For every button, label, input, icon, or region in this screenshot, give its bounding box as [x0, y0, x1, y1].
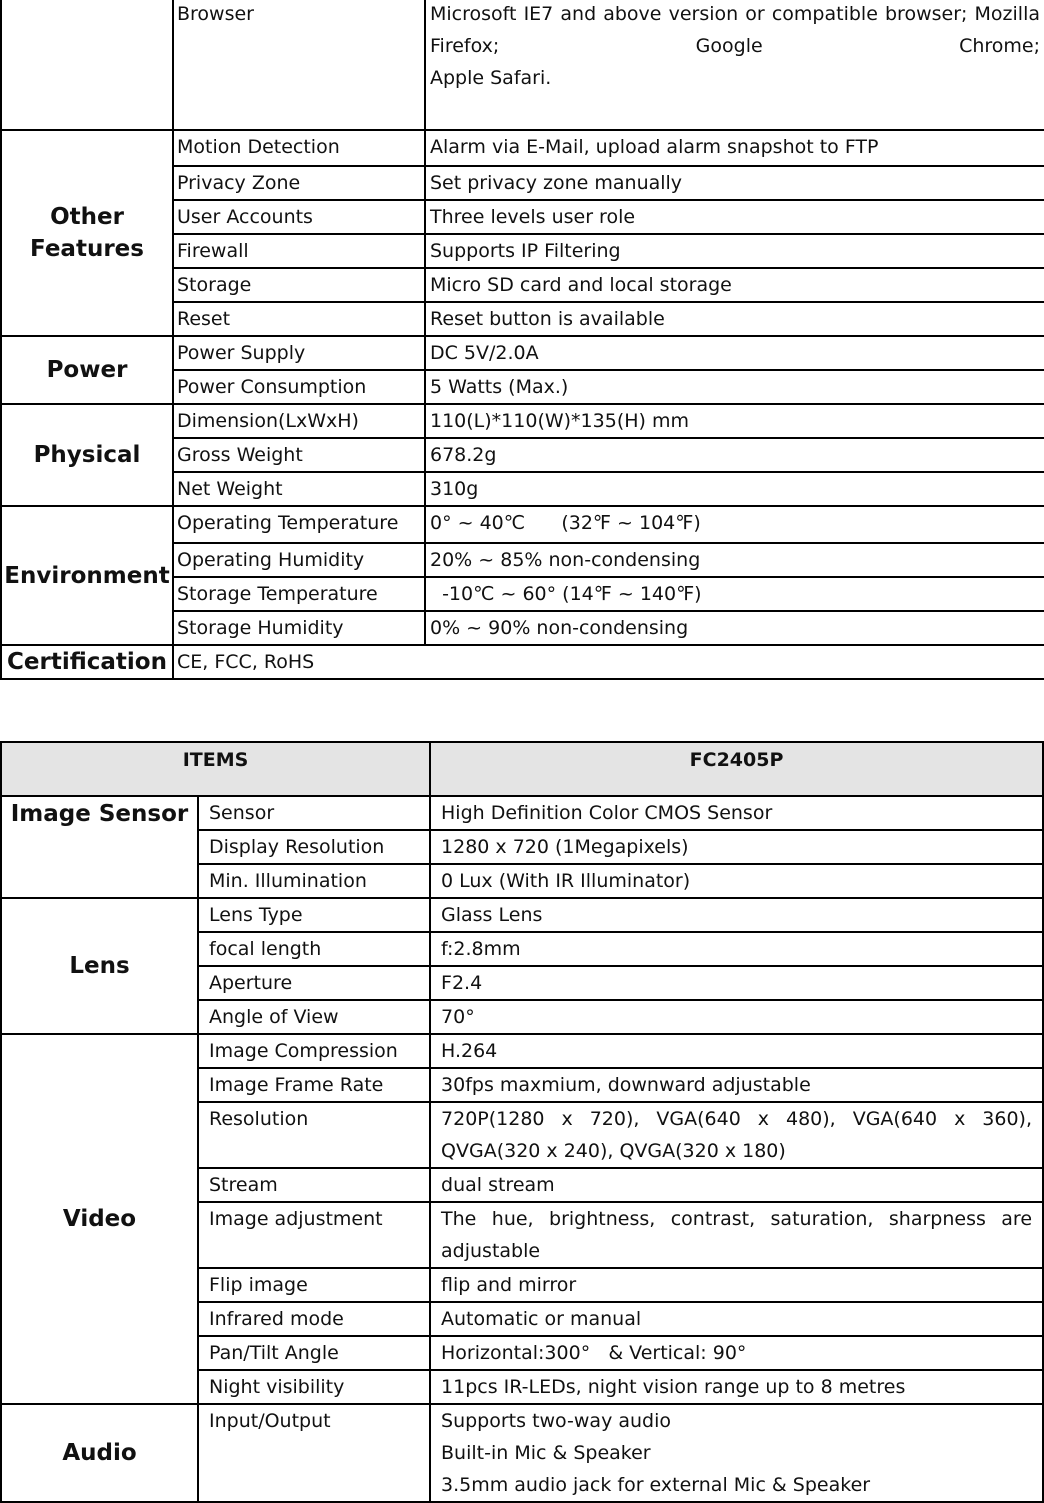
row-label: Flip image	[198, 1268, 430, 1302]
row-value: 20% ~ 85% non-condensing	[425, 543, 1044, 577]
group-image-sensor: Image Sensor	[1, 796, 198, 898]
row-value: The hue, brightness, contrast, saturation, sharpness are adjustable	[430, 1202, 1043, 1268]
spec-table-fc2405p	[0, 741, 1044, 1503]
table-row	[1, 130, 1044, 166]
row-value: flip and mirror	[430, 1268, 1043, 1302]
audio-line: 3.5mm audio jack for external Mic & Speaker	[441, 1474, 871, 1496]
row-value: 720P(1280 x 720), VGA(640 x 480), VGA(640 x 360), QVGA(320 x 240), QVGA(320 x 180)	[430, 1102, 1043, 1168]
row-label: Dimension(LxWxH)	[173, 404, 425, 438]
group-lens: Lens	[1, 898, 198, 1034]
row-label: Operating Humidity	[173, 543, 425, 577]
group-video: Video	[1, 1034, 198, 1404]
row-label: Input/Output	[198, 1404, 430, 1502]
row-value: dual stream	[430, 1168, 1043, 1202]
empty-group-cell	[1, 0, 173, 130]
table-row	[1, 506, 1044, 543]
table-row	[1, 1404, 1043, 1502]
row-value: 70°	[430, 1000, 1043, 1034]
row-label: Image Frame Rate	[198, 1068, 430, 1102]
row-value: Automatic or manual	[430, 1302, 1043, 1336]
row-label: Power Consumption	[173, 370, 425, 404]
row-label: Resolution	[198, 1102, 430, 1168]
row-label: Firewall	[173, 234, 425, 268]
row-value: Alarm via E-Mail, upload alarm snapshot to FTP	[425, 130, 1044, 166]
row-label: Gross Weight	[173, 438, 425, 472]
row-value: f:2.8mm	[430, 932, 1043, 966]
row-label: User Accounts	[173, 200, 425, 234]
row-value: H.264	[430, 1034, 1043, 1068]
header-items: ITEMS	[1, 742, 430, 796]
row-value: DC 5V/2.0A	[425, 336, 1044, 370]
table-row	[1, 336, 1044, 370]
row-value: 110(L)*110(W)*135(H) mm	[425, 404, 1044, 438]
row-label: Aperture	[198, 966, 430, 1000]
table-row	[1, 0, 1044, 130]
audio-line: Built-in Mic & Speaker	[441, 1442, 651, 1464]
browser-line: Microsoft IE7 and above version or compatible browser; Mozilla Firefox; Google Chrome;	[430, 3, 1040, 57]
row-label: Storage Humidity	[173, 611, 425, 645]
row-label: Angle of View	[198, 1000, 430, 1034]
row-value: Reset button is available	[425, 302, 1044, 336]
group-environment: Environment	[1, 506, 173, 645]
row-value: 11pcs IR-LEDs, night vision range up to 8 metres	[430, 1370, 1043, 1404]
row-value: 678.2g	[425, 438, 1044, 472]
row-value: F2.4	[430, 966, 1043, 1000]
row-value: CE, FCC, RoHS	[173, 645, 1044, 679]
table-row	[1, 1034, 1043, 1068]
row-label: Infrared mode	[198, 1302, 430, 1336]
row-label: Image Compression	[198, 1034, 430, 1068]
row-label: Browser	[173, 0, 425, 130]
row-value	[430, 1404, 1043, 1502]
spec-table-continued	[0, 0, 1044, 680]
row-label: Night visibility	[198, 1370, 430, 1404]
row-label: Net Weight	[173, 472, 425, 506]
row-label: focal length	[198, 932, 430, 966]
table-row	[1, 796, 1043, 830]
row-value: -10℃ ~ 60° (14℉ ~ 140℉)	[425, 577, 1044, 611]
row-label: Display Resolution	[198, 830, 430, 864]
row-label: Sensor	[198, 796, 430, 830]
row-label: Privacy Zone	[173, 166, 425, 200]
row-label: Reset	[173, 302, 425, 336]
header-model: FC2405P	[430, 742, 1043, 796]
row-label: Power Supply	[173, 336, 425, 370]
row-label: Min. Illumination	[198, 864, 430, 898]
row-value: High Definition Color CMOS Sensor	[430, 796, 1043, 830]
table-row	[1, 404, 1044, 438]
row-value: 0% ~ 90% non-condensing	[425, 611, 1044, 645]
row-value: 30fps maxmium, downward adjustable	[430, 1068, 1043, 1102]
row-label: Image adjustment	[198, 1202, 430, 1268]
row-value: 5 Watts (Max.)	[425, 370, 1044, 404]
row-label: Lens Type	[198, 898, 430, 932]
row-value: Set privacy zone manually	[425, 166, 1044, 200]
row-value: Glass Lens	[430, 898, 1043, 932]
row-value: Supports IP Filtering	[425, 234, 1044, 268]
group-other-features: Other Features	[1, 130, 173, 336]
row-label: Pan/Tilt Angle	[198, 1336, 430, 1370]
group-power: Power	[1, 336, 173, 404]
group-physical: Physical	[1, 404, 173, 506]
table-header-row	[1, 742, 1043, 796]
audio-line: Supports two-way audio	[441, 1410, 672, 1432]
row-value: 1280 x 720 (1Megapixels)	[430, 830, 1043, 864]
row-value: 310g	[425, 472, 1044, 506]
row-value: Three levels user role	[425, 200, 1044, 234]
browser-line: Apple Safari.	[430, 67, 552, 89]
row-value: Micro SD card and local storage	[425, 268, 1044, 302]
row-label: Storage	[173, 268, 425, 302]
row-label: Operating Temperature	[173, 506, 425, 543]
row-value: 0 Lux (With IR Illuminator)	[430, 864, 1043, 898]
row-value: 0° ~ 40℃ (32℉ ~ 104℉)	[425, 506, 1044, 543]
row-label: Stream	[198, 1168, 430, 1202]
row-label: Storage Temperature	[173, 577, 425, 611]
table-row	[1, 898, 1043, 932]
row-value	[425, 0, 1044, 130]
group-certification: Certification	[1, 645, 173, 679]
row-value: Horizontal:300° & Vertical: 90°	[430, 1336, 1043, 1370]
table-row	[1, 645, 1044, 679]
group-audio: Audio	[1, 1404, 198, 1502]
row-label: Motion Detection	[173, 130, 425, 166]
